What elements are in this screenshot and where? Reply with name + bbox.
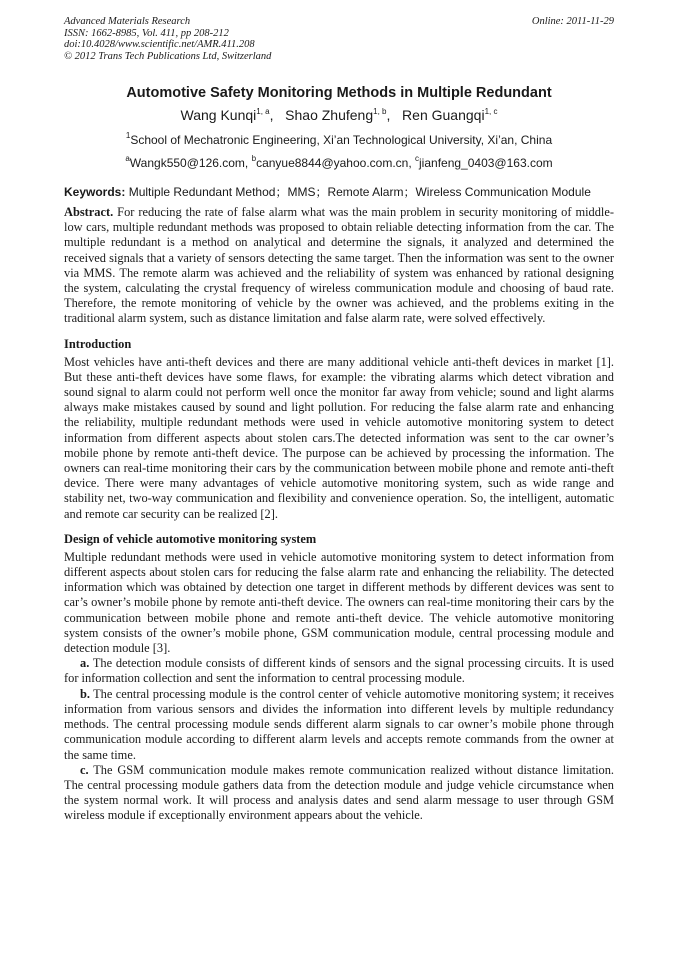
item-label: a. xyxy=(80,656,90,671)
item-label: c. xyxy=(80,762,89,777)
affiliation xyxy=(64,133,614,148)
author-affiliation-mark: 1, a xyxy=(256,107,270,116)
introduction-paragraph: Most vehicles have anti-theft devices and there are many additional vehicle anti-theft devices in market [1]. But these anti-theft devices have some flaws, for example: the vibrating alarms which detect vibration and sound signal to alarm could not perform well once the monitor far away from vehicle; sound and light alarms always make mistakes caused by sound and light pollution. For reducing the false alarm rate and enhancing the reliability, multiple redundant methods were used in vehicle automotive monitoring system to detect information from different aspects about stolen cars.The detected information was sent to the car owner’s mobile phone by remote anti-theft device. The purpose can be achieved by processing the information. The owners can real-time monitoring their cars by the communication between mobile phone and remote anti-theft device. There were many advantages of vehicle automotive monitoring system, such as wide range and stability net, two-way communication and flexibility and convenience operation. So, the intelligent, automatic and remote car security can be realized [2]. xyxy=(64,354,614,521)
design-item-c xyxy=(64,763,614,824)
abstract-label: Abstract. xyxy=(64,205,114,219)
author-separator: , xyxy=(386,107,403,123)
item-text: The central processing module is the control center of vehicle automotive monitoring system; it receives information from various sensors and divides the information into different levels by multiple redundancy methods. The central processing module sends different alarm signals to car owner’s mobile phone through communication module according to different alarm levels and accepts remote commands from the owner at the same time. xyxy=(64,686,614,762)
keywords xyxy=(64,185,614,200)
email-address[interactable]: canyue8844@yahoo.com.cn, xyxy=(256,156,416,170)
item-label: b. xyxy=(80,686,90,701)
author-name: Ren Guangqi xyxy=(402,107,485,123)
email-mark: c xyxy=(415,154,420,163)
design-item-a xyxy=(64,656,614,686)
design-item-b xyxy=(64,687,614,763)
affiliation-text: School of Mechatronic Engineering, Xi’an Technological University, Xi’an, China xyxy=(130,133,553,147)
section-heading-introduction: Introduction xyxy=(64,336,132,351)
keywords-text: Multiple Redundant Method；MMS；Remote Alarm；Wireless Communication Module xyxy=(125,185,591,199)
item-text: The GSM communication module makes remote communication realized without distance limitation. The central processing module gathers data from the detection module and judge vehicle circumstance when the system normal work. It will process and analysis dates and send alarm message to user through GSM wireless module if exceptionally environment appears about the vehicle. xyxy=(64,762,614,823)
running-header xyxy=(64,16,614,62)
email-list xyxy=(64,156,614,171)
doi-line[interactable]: doi:10.4028/www.scientific.net/AMR.411.208 xyxy=(64,39,255,50)
email-mark: a xyxy=(125,154,130,163)
author-affiliation-mark: 1, c xyxy=(484,107,498,116)
paper-title: Automotive Safety Monitoring Methods in Multiple Redundant xyxy=(126,85,552,101)
issn-line: ISSN: 1662-8985, Vol. 411, pp 208-212 xyxy=(64,27,229,39)
author-name: Wang Kunqi xyxy=(180,107,257,123)
design-paragraph: Multiple redundant methods were used in vehicle automotive monitoring system to detect information from different aspects about stolen cars for reducing the false alarm rate and enhancing the reliability. The detected information which was obtained by detection one target in different methods by different devices was sent to car’s owner’s mobile phone by remote anti-theft device. The owners can real-time monitoring their cars by the communication between mobile phone and remote anti-theft device. The vehicle automotive monitoring system consists of the owner’s mobile phone, GSM communication module, central processing module and detection module [3]. xyxy=(64,549,614,656)
online-date: Online: 2011-11-29 xyxy=(531,16,614,27)
author-list xyxy=(64,106,614,124)
author-affiliation-mark: 1, b xyxy=(373,107,387,116)
author-name: Shao Zhufeng xyxy=(285,107,374,123)
affiliation-mark: 1 xyxy=(125,131,131,140)
item-text: The detection module consists of different kinds of sensors and the signal processing circuits. It is used for information collection and sent the information to central processing module. xyxy=(64,656,614,686)
paper-body xyxy=(64,205,614,824)
copyright-line: © 2012 Trans Tech Publications Ltd, Switzerland xyxy=(64,50,272,62)
author-separator: , xyxy=(269,107,286,123)
email-mark: b xyxy=(251,154,257,163)
publication-info xyxy=(64,16,271,62)
abstract xyxy=(64,205,614,327)
keywords-label: Keywords: xyxy=(64,185,126,199)
email-address[interactable]: jianfeng_0403@163.com xyxy=(419,156,553,170)
section-heading-design: Design of vehicle automotive monitoring system xyxy=(64,531,317,546)
journal-name: Advanced Materials Research xyxy=(64,16,191,27)
email-address[interactable]: Wangk550@126.com, xyxy=(129,156,252,170)
abstract-text: For reducing the rate of false alarm what was the main problem in security monitoring of middle-low cars, multiple redundant methods was proposed to obtain reliable detecting information from the car. The multiple redundant is a method on analytical and determine the signals, it analyzed and determined the received signals that a variety of sensors detecting the same target. Then the information was sent to the owner via MMS. The remote alarm was achieved and the reliability of system was enhanced by rational designing the system, calculating the crystal frequency of wireless communication module and choosing of baud rate. Therefore, the remote monitoring of vehicle by the owner was achieved, and the problems exiting in the traditional alarm system, such as distance limitation and false alarm rate, were solved effectively. xyxy=(64,205,614,326)
